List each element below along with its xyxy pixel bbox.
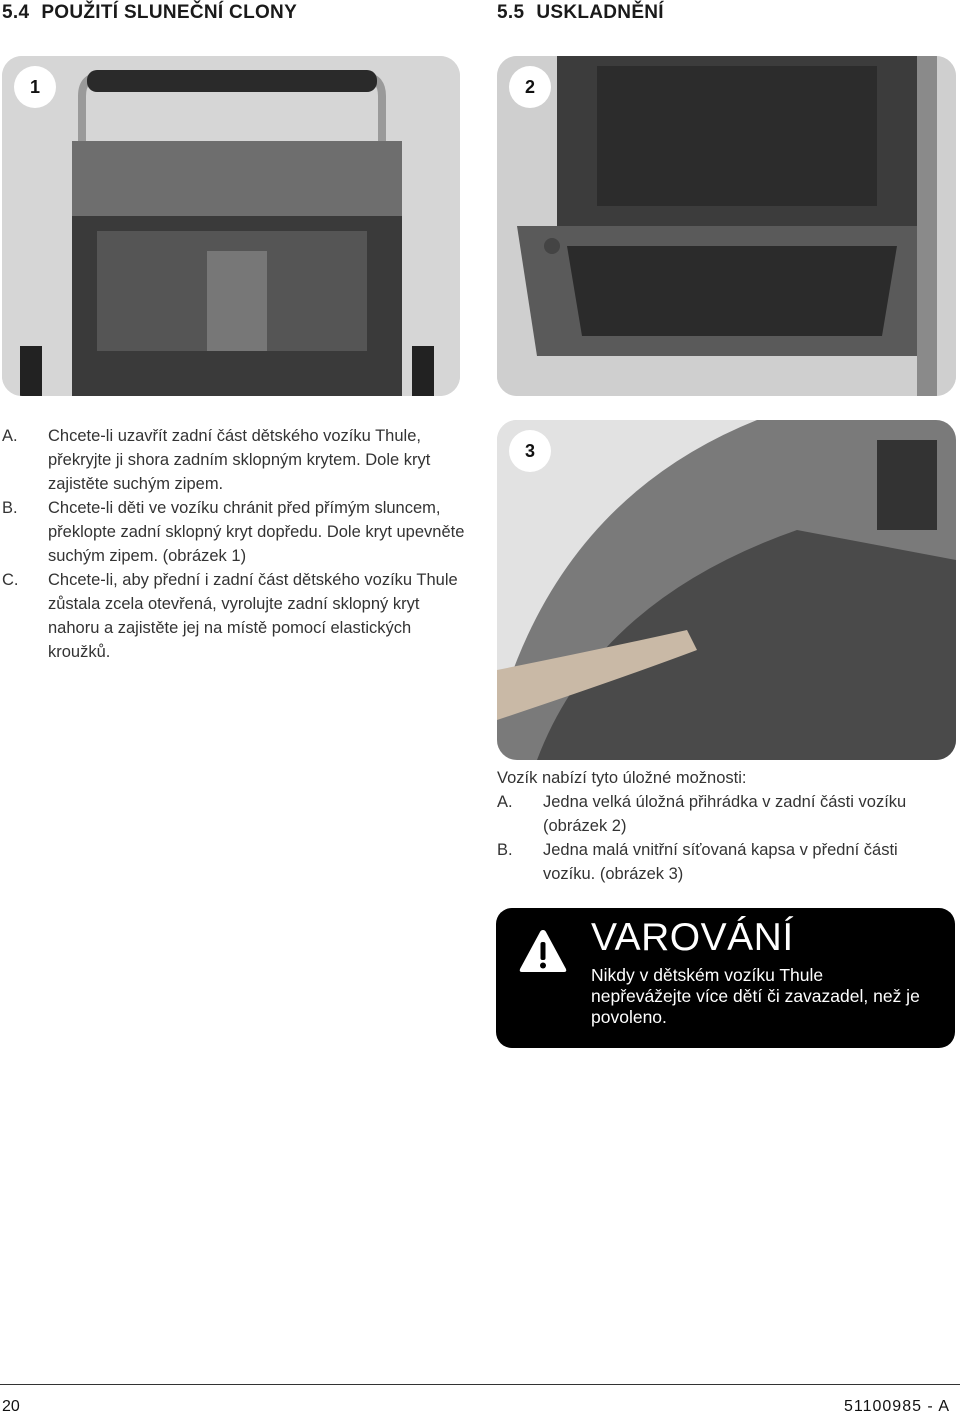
document-code: 51100985 - A [843, 1398, 950, 1415]
list-item-letter: B. [497, 841, 513, 859]
section-title: USKLADNĚNÍ [536, 2, 664, 23]
list-item [497, 838, 937, 886]
figure-number-badge: 3 [509, 430, 551, 472]
storage-intro: Vozík nabízí tyto úložné možnosti: [497, 769, 747, 787]
section-title: POUŽITÍ SLUNEČNÍ CLONY [41, 2, 298, 23]
mesh-pocket-illustration [497, 420, 956, 760]
list-item-text: Chcete-li, aby přední i zadní část dětského vozíku Thule zůstala zcela otevřená, vyrolujte zadní sklopný kryt nahoru a zajistěte jej na místě pomocí elastických kroužků. [48, 571, 458, 661]
section-number: 5.5 [497, 2, 525, 23]
warning-title: VAROVÁNÍ [591, 916, 794, 959]
list-item-text: Jedna malá vnitřní síťovaná kapsa v přední části vozíku. (obrázek 3) [543, 841, 898, 883]
storage-options [497, 790, 937, 886]
list-item-letter: C. [2, 571, 19, 589]
list-item-letter: B. [2, 499, 18, 517]
list-item-letter: A. [497, 793, 513, 811]
figure-number-badge: 2 [509, 66, 551, 108]
figure-2-photo [497, 56, 956, 396]
page-number: 20 [2, 1398, 20, 1415]
section-heading-storage [497, 2, 664, 24]
figure-1-photo [2, 56, 460, 396]
list-item-letter: A. [2, 427, 18, 445]
warning-box [496, 908, 955, 1048]
storage-compartment-illustration [497, 56, 956, 396]
stroller-rear-illustration [2, 56, 460, 396]
list-item [2, 568, 472, 664]
section-heading-sun-cover [2, 2, 297, 24]
warning-triangle-icon [518, 928, 568, 974]
list-item-text: Chcete-li děti ve vozíku chránit před přímým sluncem, překlopte zadní sklopný kryt dopředu. Dole kryt upevněte suchým zipem. (obrázek 1) [48, 499, 465, 565]
section-number: 5.4 [2, 2, 30, 23]
footer-divider [0, 1384, 960, 1385]
list-item-text: Chcete-li uzavřít zadní část dětského vozíku Thule, překryjte ji shora zadním sklopným krytem. Dole kryt zajistěte suchým zipem. [48, 427, 431, 493]
figure-number-badge: 1 [14, 66, 56, 108]
warning-text: Nikdy v dětském vozíku Thule nepřevážejte více dětí či zavazadel, než je povoleno. [591, 965, 920, 1027]
list-item-text: Jedna velká úložná přihrádka v zadní části vozíku (obrázek 2) [543, 793, 907, 835]
figure-3-photo [497, 420, 956, 760]
list-item [497, 790, 937, 838]
sun-cover-steps [2, 424, 472, 664]
list-item [2, 424, 472, 496]
list-item [2, 496, 472, 568]
